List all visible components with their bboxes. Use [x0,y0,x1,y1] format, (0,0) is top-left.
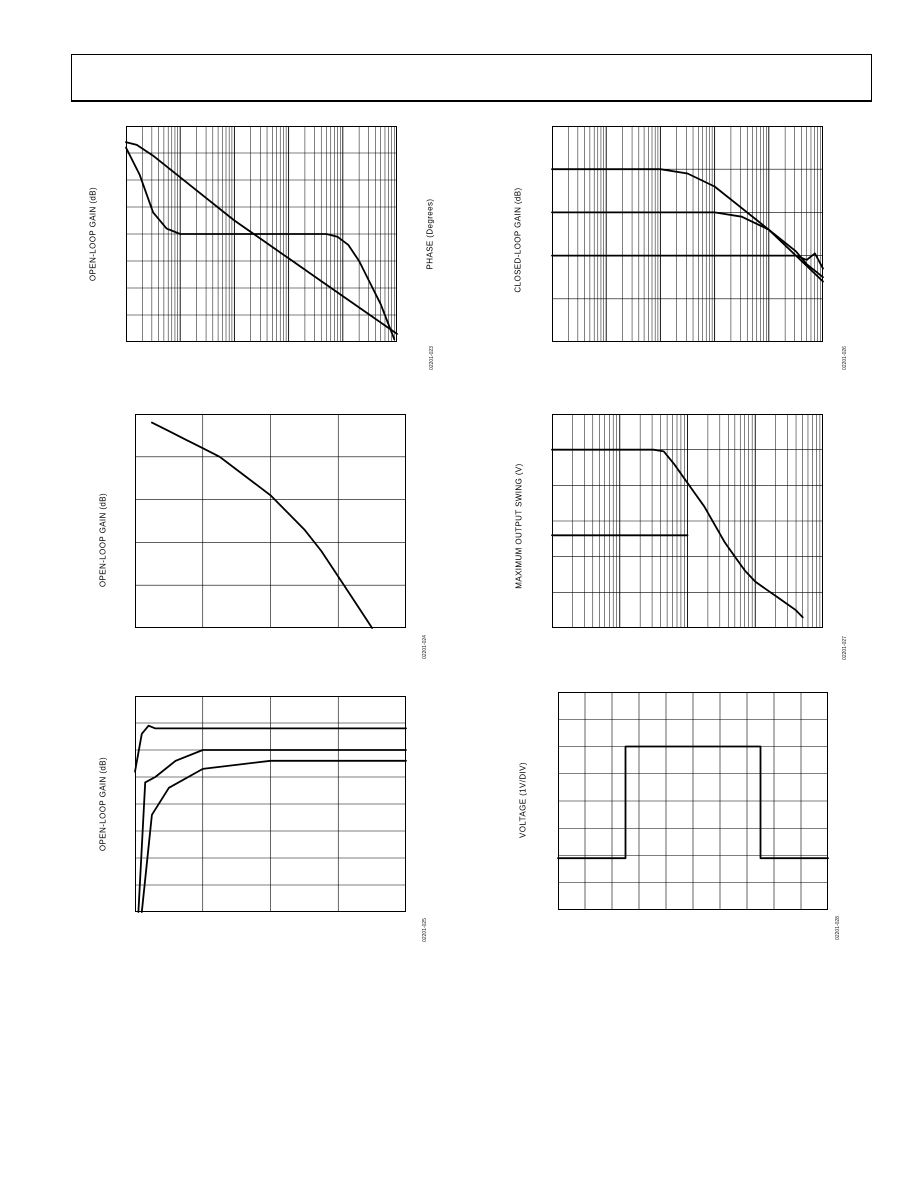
chart4-y-axis-label: MAXIMUM OUTPUT SWING (V) [514,463,524,589]
chart1-y2-axis-label: PHASE (Degrees) [425,198,435,270]
open-loop-gain-chart-2 [135,414,406,628]
page-header [71,54,872,102]
pulse-response-chart [558,692,828,910]
chart4-figure-code: 02201-027 [842,636,848,660]
chart1-y-axis-label: OPEN-LOOP GAIN (dB) [88,186,98,282]
max-output-swing-chart [552,414,823,628]
chart6-y-axis-label: VOLTAGE (1V/DIV) [518,762,528,838]
series-line-1 [552,169,823,281]
series-line-3 [552,253,823,268]
series-line-1 [152,423,372,628]
open-loop-gain-phase-chart [126,126,397,342]
plot-frame [553,127,823,342]
chart3-y-axis-label: OPEN-LOOP GAIN (dB) [98,492,108,588]
closed-loop-gain-chart [552,126,823,342]
series-line-2 [552,212,823,277]
series-line-2 [126,142,397,334]
chart3-figure-code: 02201-024 [422,635,428,659]
series-line-3 [142,761,406,912]
chart1-figure-code: 02201-023 [429,346,435,370]
chart2-y-axis-label: CLOSED-LOOP GAIN (dB) [513,187,523,293]
chart2-figure-code: 02201-026 [842,346,848,370]
chart6-figure-code: 02201-028 [835,916,841,940]
chart5-y-axis-label: OPEN-LOOP GAIN (dB) [98,756,108,852]
chart5-figure-code: 02201-025 [422,918,428,942]
open-loop-gain-chart-3 [135,696,406,912]
